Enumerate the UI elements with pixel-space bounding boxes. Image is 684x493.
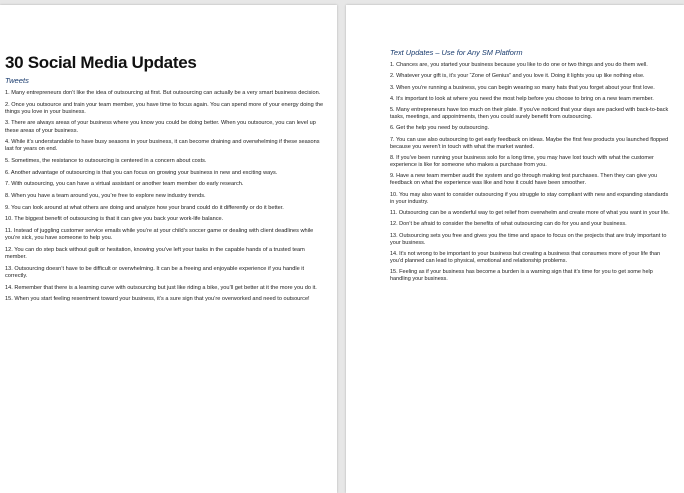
text-updates-list [390, 62, 674, 283]
list-item: 4. While it’s understandable to have busy seasons in your business, it can become draining and overwhelming if these seasons last for years on end. [5, 139, 320, 153]
list-item: 7. You can use also outsourcing to get early feedback on ideas. Maybe the first few products you launched flopped because you weren’t in touch with what the market wanted. [390, 136, 669, 150]
list-item: 1. Chances are, you started your business because you like to do one or two things and you do them well. [390, 62, 648, 68]
list-item: 13. Outsourcing doesn’t have to be difficult or overwhelming. It can be a freeing and enjoyable experience if you handle it correctly. [5, 265, 305, 279]
list-item: 7. With outsourcing, you can have a virtual assistant or another team member do early research. [5, 181, 244, 188]
list-item: 15. When you start feeling resentment toward your business, it’s a sure sign that you’re overworked and need to outsource! [5, 296, 310, 303]
list-item: 5. Sometimes, the resistance to outsourcing is centered in a concern about costs. [5, 158, 207, 165]
list-item: 11. Instead of juggling customer service emails while you’re at your child’s soccer game or dealing with client deadlines while you’re sick, you have someone to help you. [5, 228, 314, 242]
list-item: 2. Whatever your gift is, it’s your “Zone of Genius” and you love it. Doing it lights you up like nothing else. [390, 73, 645, 80]
list-item: 4. It’s important to look at where you need the most help before you choose to bring on a new team member. [390, 95, 654, 102]
list-item: 8. When you have a team around you, you’re free to explore new industry trends. [5, 193, 206, 200]
page-right [346, 5, 684, 493]
list-item: 14. Remember that there is a learning curve with outsourcing but just like riding a bike, you’ll get better at it the more you do it. [5, 284, 317, 291]
list-item: 10. The biggest benefit of outsourcing is that it can give you back your work-life balance. [5, 216, 224, 223]
document-title: 30 Social Media Updates [5, 53, 197, 72]
section-heading-text-updates: Text Updates – Use for Any SM Platform [390, 48, 523, 57]
list-item: 6. Get the help you need by outsourcing. [390, 125, 490, 132]
list-item: 12. You can do step back without guilt or hesitation, knowing you’ve left your tasks in the capable hands of a trusted team member. [5, 246, 305, 261]
list-item: 15. Feeling as if your business has become a burden is a warning sign that it’s time for you to get some help handling your business. [390, 269, 653, 283]
list-item: 12. Don’t be afraid to consider the benefits of what outsourcing can do for you and your business. [390, 221, 627, 228]
page-left [0, 5, 337, 493]
list-item: 3. When you’re running a business, you can begin wearing so many hats that you forget about your first love. [390, 84, 655, 91]
list-item: 5. Many entrepreneurs have too much on their plate. If you’ve noticed that your days are packed with back-to-back tasks, meetings, and appointments, then you could surely benefit from outsourcing. [390, 107, 669, 121]
list-item: 3. There are always areas of your business where you know you could be doing better. When you outsource, you can level up these areas of your business. [5, 120, 316, 134]
list-item: 1. Many entrepreneurs don’t like the idea of outsourcing at first. But outsourcing can actually be a very smart business decision. [5, 90, 321, 96]
list-item: 10. You may also want to consider outsourcing if you struggle to stay compliant with new and expanding standards in your industry. [390, 191, 669, 205]
section-heading-tweets: Tweets [5, 76, 29, 85]
list-item: 9. You can look around at what others are doing and analyze how your brand could do it differently or do it better. [5, 204, 284, 211]
list-item: 6. Another advantage of outsourcing is that you can focus on growing your business in new and exciting ways. [5, 169, 278, 176]
list-item: 8. If you’ve been running your business solo for a long time, you may have lost touch with what the customer experience is like for someone who makes a purchase from you. [390, 155, 654, 169]
list-item: 14. It’s not wrong to be important to your business but creating a business that consumes more of your life than you’d planned can lead to physical, emotional and relationship problems. [390, 250, 661, 264]
list-item: 13. Outsourcing sets you free and gives you the time and space to focus on the projects that are truly important to your business. [390, 232, 667, 246]
list-item: 11. Outsourcing can be a wonderful way to get relief from overwhelm and create more of what you want in your life. [390, 209, 670, 216]
list-item: 9. Have a new team member audit the system and go through making test purchases. Then they can give you feedback on what the experience was like and how it could have been smoother. [390, 173, 658, 187]
list-item: 2. Once you outsource and train your team member, you have time to focus again. You can spend more of your energy doing the things you love in your business. [5, 101, 324, 115]
tweets-list [5, 90, 327, 303]
